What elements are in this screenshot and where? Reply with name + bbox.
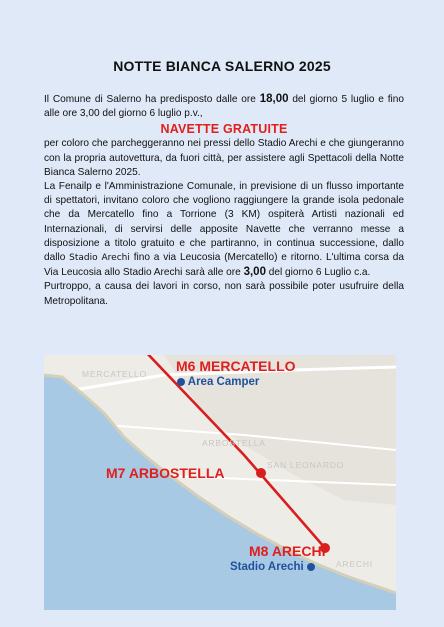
- route-map: [44, 355, 396, 610]
- map-graphic: [44, 355, 396, 610]
- stadio-arechi-text: Stadio Arechi: [230, 561, 304, 573]
- stop-m6-label: M6 MERCATELLO: [176, 358, 296, 374]
- intro-text-end: del giorno 5 luglio e fino alle ore 3,00 del giorno 6 luglio p.v.,: [44, 94, 404, 120]
- bullet-dot-icon: [177, 378, 185, 386]
- last-run-time: 3,00: [243, 266, 266, 279]
- stadio-inline: Stadio Arechi: [69, 253, 130, 264]
- stop-m8-sublabel: [230, 561, 315, 573]
- m7-stop-marker: [256, 468, 266, 478]
- paragraph-fenailp: [44, 180, 404, 280]
- stop-m7-label: M7 ARBOSTELLA: [106, 465, 225, 481]
- street-arbostella: ARBOSTELLA: [202, 438, 266, 448]
- paragraph-metro: Purtroppo, a causa dei lavori in corso, non sarà possibile poter usufruire della Metropolitana.: [44, 281, 404, 307]
- street-mercatello: MERCATELLO: [82, 369, 147, 379]
- paragraph-intro: [44, 92, 404, 121]
- document-title: NOTTE BIANCA SALERNO 2025: [113, 58, 331, 74]
- stop-m8-label: M8 ARECHI: [249, 543, 326, 559]
- street-san-leonardo: SAN LEONARDO: [267, 460, 345, 470]
- area-camper-text: Area Camper: [187, 376, 260, 388]
- paragraph-parking: per coloro che parcheggeranno nei pressi dello Stadio Arechi e che giungeranno con la propria autovettura, da fuori città, per assistere agli Spettacoli della Notte Bianca Salerno 2025.: [44, 138, 404, 178]
- fenailp-text-3: del giorno 6 Luglio c.a.: [265, 267, 371, 279]
- stop-m6-sublabel: [177, 376, 259, 388]
- bullet-dot-icon: [307, 563, 315, 571]
- intro-text: Il Comune di Salerno ha predisposto dalle ore: [44, 94, 260, 105]
- fenailp-text-2: fino a via Leucosia (Mercatello) e ritorno. L'ultima corsa da Via Leucosia allo Stadio Arechi sarà alle ore: [44, 252, 404, 279]
- body-text: [44, 92, 404, 309]
- street-arechi: ARECHI: [336, 559, 373, 569]
- start-time: 18,00: [259, 93, 289, 105]
- navette-heading: NAVETTE GRATUITE: [160, 122, 288, 137]
- fenailp-text: La Fenailp e l'Amministrazione Comunale, in previsione di un flusso importante di spettatori, invitano coloro che vogliono raggiungere la grande isola pedonale che da Mercatello fino a Torrione (3 KM) ospiterà Artisti nazionali ed Internazionali, di servirsi delle apposite Navette che verranno messe a disposizione a titolo gratuito e che partiranno, in continua successione, dallo dallo: [44, 181, 404, 264]
